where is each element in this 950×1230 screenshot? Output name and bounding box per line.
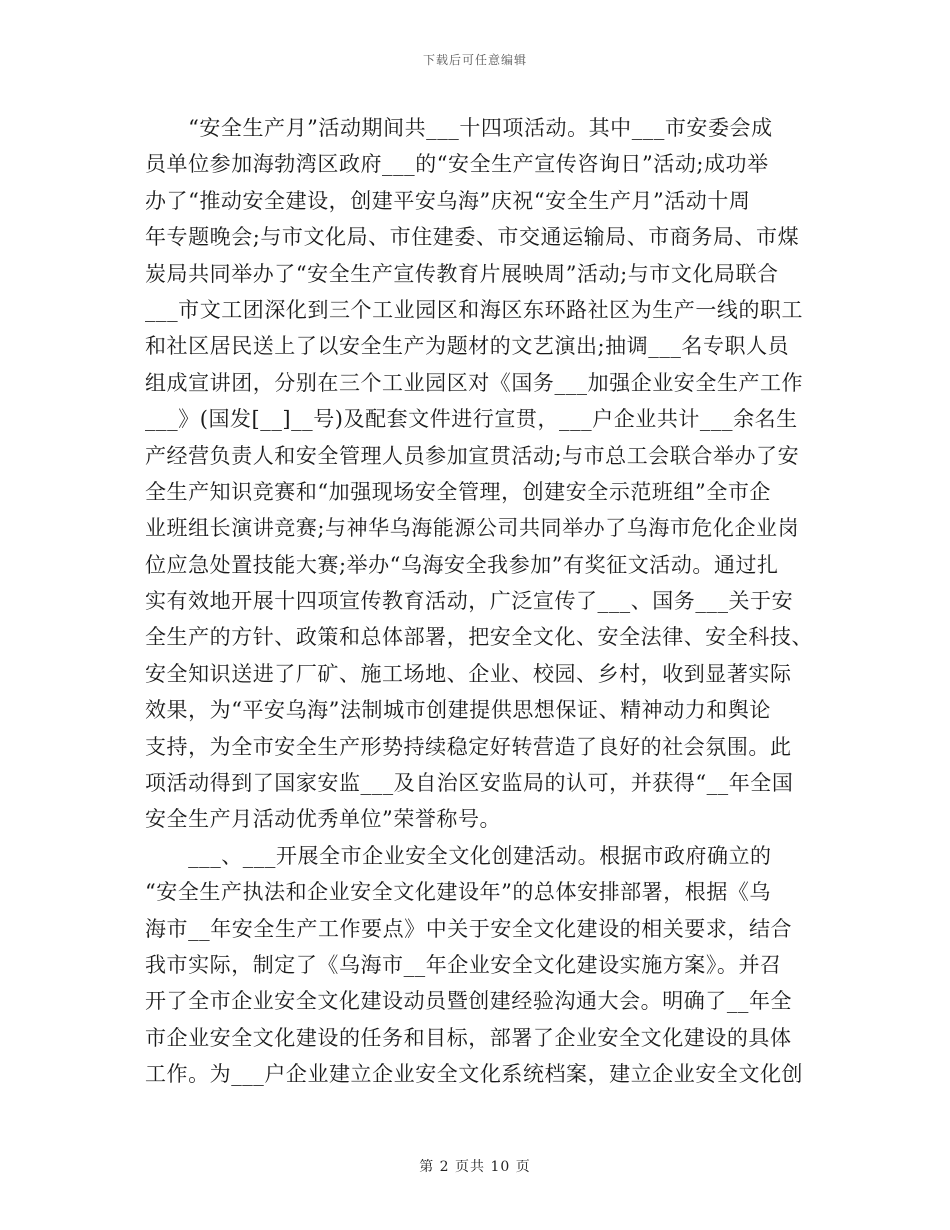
text-line: 办了“推动安全建设，创建平安乌海”庆祝“安全生产月”活动十周 — [145, 188, 751, 213]
text-line: 市企业安全文化建设的任务和目标，部署了企业安全文化建设的具体 — [145, 1025, 792, 1050]
text-line: 全生产知识竞赛和“加强现场安全管理，创建安全示范班组”全市企 — [145, 479, 771, 504]
paragraph-safety-month — [145, 110, 815, 838]
text-line: 组成宣讲团，分别在三个工业园区对《国务___加强企业安全生产工作 — [145, 370, 804, 395]
text-line: 开了全市企业安全文化建设动员暨创建经验沟通大会。明确了__年全 — [145, 989, 793, 1014]
text-line: 项活动得到了国家安监___及自治区安监局的认可，并获得“__年全国 — [145, 771, 794, 796]
text-line: ___、___开展全市企业安全文化创建活动。根据市政府确立的 — [145, 843, 772, 868]
text-line: 工作。为___户企业建立企业安全文化系统档案，建立企业安全文化创 — [145, 1062, 804, 1087]
text-line: 我市实际，制定了《乌海市__年企业安全文化建设实施方案》。并召 — [145, 952, 782, 977]
paragraph-safety-culture — [145, 838, 815, 1093]
document-body — [145, 110, 815, 1093]
text-line: 支持，为全市安全生产形势持续稳定好转营造了良好的社会氛围。此 — [145, 734, 792, 759]
text-line: 安全生产月活动优秀单位”荣誉称号。 — [145, 807, 502, 832]
text-line: 全生产的方针、政策和总体部署，把安全文化、安全法律、安全科技、 — [145, 625, 814, 650]
text-line: ___市文工团深化到三个工业园区和海区东环路社区为生产一线的职工 — [145, 297, 804, 322]
text-line: ___》(国发[__]__号)及配套文件进行宣贯，___户企业共计___余名生 — [145, 407, 798, 432]
text-line: 安全知识送进了厂矿、施工场地、企业、校园、乡村，收到显著实际 — [145, 661, 792, 686]
text-line: 实有效地开展十四项宣传教育活动，广泛宣传了___、国务___关于安 — [145, 589, 794, 614]
text-line: 业班组长演讲竞赛;与神华乌海能源公司共同举办了乌海市危化企业岗 — [145, 516, 800, 541]
text-line: 和社区居民送上了以安全生产为题材的文艺演出;抽调___名专职人员 — [145, 334, 790, 359]
text-line: 位应急处置技能大赛;举办“乌海安全我参加”有奖征文活动。通过扎 — [145, 552, 779, 577]
text-line: 员单位参加海勃湾区政府___的“安全生产宣传咨询日”活动;成功举 — [145, 152, 769, 177]
text-line: “安全生产执法和企业安全文化建设年”的总体安排部署，根据《乌 — [145, 880, 771, 905]
text-line: 海市__年安全生产工作要点》中关于安全文化建设的相关要求，结合 — [145, 916, 793, 941]
text-line: 年专题晚会;与市文化局、市住建委、市交通运输局、市商务局、市煤 — [145, 225, 800, 250]
page-header: 下载后可任意编辑 — [422, 53, 527, 67]
text-line: 效果，为“平安乌海”法制城市创建提供思想保证、精神动力和舆论 — [145, 698, 771, 723]
text-line: 炭局共同举办了“安全生产宣传教育片展映周”活动;与市文化局联合 — [145, 261, 779, 286]
page-number: 第 2 页共 10 页 — [419, 1159, 531, 1175]
text-line: 产经营负责人和安全管理人员参加宣贯活动;与市总工会联合举办了安 — [145, 443, 800, 468]
text-line: “安全生产月”活动期间共___十四项活动。其中___市安委会成 — [145, 116, 773, 140]
